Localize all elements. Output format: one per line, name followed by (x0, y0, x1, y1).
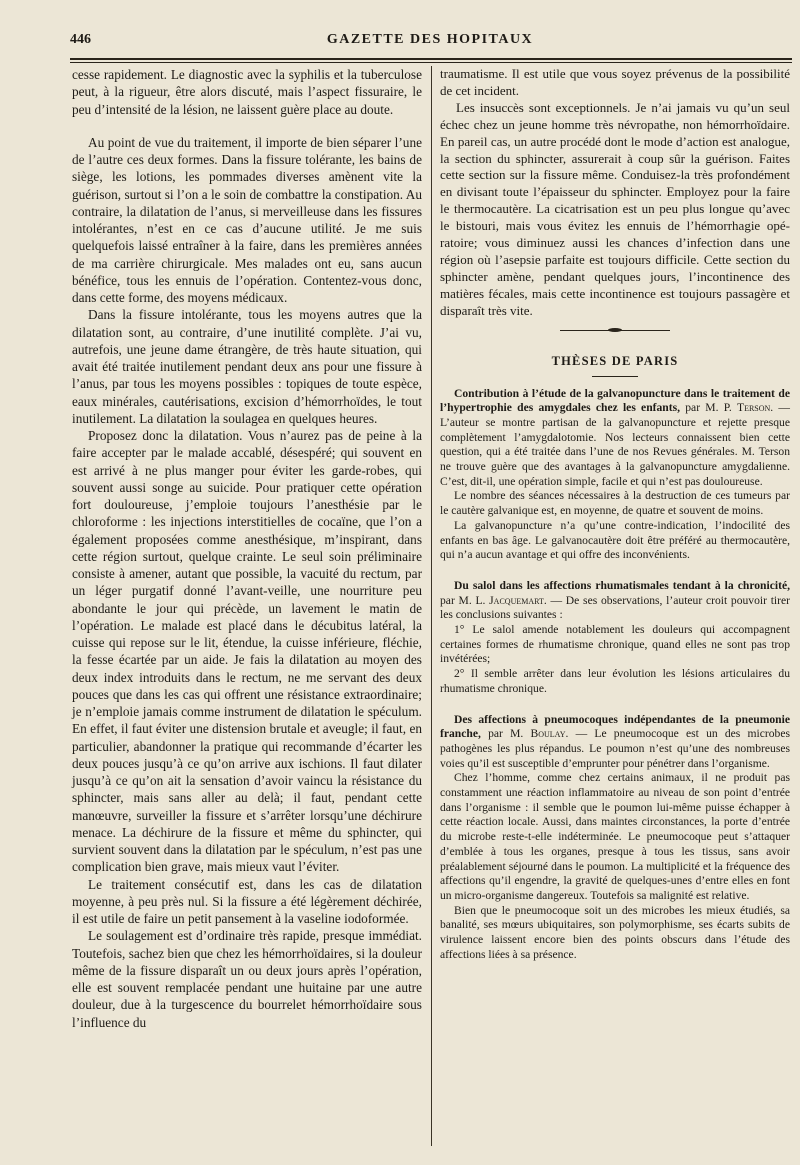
header-rule-thin (70, 62, 792, 63)
paragraph-gap (72, 118, 422, 134)
header-rule (70, 58, 792, 60)
paragraph: Bien que le pneumocoque soit un des microbes les mieux étudiés, sa banalité, ses mœurs ubiquitaires, son polymorphisme, ses écarts subits de virulence laissent encore bien des points obscurs dans l’étude des affections liées à sa présence. (440, 903, 790, 961)
paragraph: Le nombre des séances nécessaires à la destruction de ces tumeurs par le cautère galvanique est, en moyenne, de quatre et souvent de moins. (440, 489, 790, 518)
paragraph: 2° Il semble arrêter dans leur évolution les lésions articulaires du rhumatisme chronique. (440, 667, 790, 695)
paragraph: Les insuccès sont exceptionnels. Je n’ai jamais vu qu’un seul échec chez un jeune homme très névropathe, non hémorrhoïdaire. En pareil cas, un autre procédé dont le mode d’action est analogue, la section du sphincter, assurerait à coup sûr la guérison. Faites cette section sur la fissure même. Conduisez-la très profondément en divisant toute l’épaisseur du sphincter. Employez pour la faire le thermocautère. La cicatrisation est un peu plus longue qu’avec le bistouri, mais vous évitez les ennuis de l’hémorrhagie opératoire; vous diminuez aussi les chances d’infection dans une région où l’asepsie parfaite est toujours difficile. Cette section du sphincter amène, pendant quelques jours, l’incontinence des matières fécales, mais cette incontinence est toujours passagère et disparaît très vite. (440, 99, 790, 318)
thesis-title: Contribution à l’étude de la galvanopuncture dans le traitement de l’hypertrophie des amygdales chez les enfants, (440, 386, 790, 415)
thesis-author: Boulay (530, 727, 566, 741)
thesis-entry (440, 387, 790, 490)
thesis-text: . — Le pneumocoque est un des microbes pathogènes les plus répandus. Le poumon n’est qu’une des nombreuses voies qu’il est susceptible d’emprunter pour pénétrer dans l’organisme. (440, 727, 790, 770)
left-column (72, 66, 422, 1031)
paragraph: cesse rapidement. Le diagnostic avec la syphilis et la tuberculose peut, à la rigueur, être alors discuté, mais l’aspect fissuraire, le peu d’intensité de la lésion, ne laissent guère place au doute. (72, 67, 422, 117)
paragraph: traumatisme. Il est utile que vous soyez prévenus de la possibilité de cet incident. (440, 66, 790, 98)
thesis-by: par M. P. (680, 401, 737, 415)
paragraph: Le soulagement est d’ordinaire très rapide, presque immédiat. Toutefois, sachez bien que chez les hémorrhoïdaires, si la douleur même de la fissure disparaît un ou deux jours après l’opération, elle est souvent remplacée pendant une huitaine par une autre douleur, due à la turgescence du bourrelet hémorrhoïdaire sous l’influence du (72, 928, 422, 1030)
page-header (70, 28, 790, 50)
paragraph: Proposez donc la dilatation. Vous n’aurez pas de peine à la faire accepter par le malade accablé, désespéré; qui souvent en est arrivé à ne plus manger pour éviter les garde-robes, qui souvent aussi songe au suicide. Pour pratiquer cette opération fort douloureuse, j’emploie toujours l’anesthésie par le chloroforme : les injections interstitielles de cocaïne, que l’on a également proposées comme anesthésique, m’inspirant, dans cette région surtout, quelque crainte. Le seul soin préliminaire consiste à amener, autant que possible, la vacuité du rectum, par un léger purgatif donné l’avant-veille, une nourriture peu abondante le jour qui précède, un lavement le matin de l’opération. Le malade est placé dans le décubitus latéral, la cuisse qui repose sur le lit, étendue, la cuisse inférieure, fléchie, la fesse écartée par un aide. Je fais la dilatation au moyen des deux index introduits dans le rectum, ne me servant des deux pouces que dans les cas qui offrent une résistance extraordinaire; je n’emploie jamais comme instrument de dilatation le spéculum. En effet, il faut éviter une distension brutale et aveugle; il faut, en particulier, abandonner la pratique qui recommande d’écarter les deux pouces jusqu’à ce qu’on arrive aux ischions. Il faut dilater jusqu’à ce qu’on ait la sensation d’avoir vaincu la résistance du sphincter, mais sans aller au delà; il faut, pendant cette manœuvre, surveiller la fissure et s’arrêter lorsqu’une déchirure menace. La déchirure de la fissure et même du sphincter, qui survient souvent dans la dilatation par le spéculum, n’est pas une complication bien grave, mais mieux vaut l’éviter. (72, 428, 422, 875)
section-divider (560, 330, 670, 331)
page-number: 446 (70, 32, 91, 47)
section-title-rule (592, 376, 638, 377)
journal-title: GAZETTE DES HOPITAUX (326, 32, 534, 47)
thesis-title: Du salol dans les affections rhumatismales tendant à la chronicité, (454, 578, 790, 592)
thesis-by: par M. L. (440, 593, 490, 607)
entry-gap (440, 697, 790, 713)
paragraph: Chez l’homme, comme chez certains animaux, il ne produit pas constamment une réaction inflammatoire au niveau de son point d’entrée dans l’organisme : il semble que le poumon lui-même puisse échapper à cette réaction locale. Aussi, dans maintes circonstances, la porte d’entrée du microbe reste-t-elle indéterminée. Le pneumocoque peut s’attaquer d’emblée à tous les organes, presque à tous les tissus, sans avoir préalablement séjourné dans le poumon. La multiplicité et la fréquence des affections qu’il engendre, la gravité de quelques-unes d’entre elles en font un micro-organisme dangereux. Toutefois sa malignité est relative. (440, 771, 790, 902)
paragraph: Au point de vue du traitement, il importe de bien séparer l’une de l’autre ces deux formes. Dans la fissure tolérante, les bains de siège, les lotions, les pommades diverses amènent vite la guérison, surtout si l’on a le soin de combattre la constipation. Au contraire, la dilatation de l’anus, si merveilleuse dans les fissures intolérantes, n’est en ce cas d’aucune utilité. Je me suis quelquefois laissé entraîner à la faire, dans les premières années de ma carrière chirurgicale. Mes malades ont eu, sans aucun bénéfice, tous les ennuis de l’opération. Contentez-vous donc, dans cette forme, des moyens médicaux. (72, 134, 422, 305)
column-divider (431, 66, 432, 1146)
thesis-by: par M. (480, 727, 531, 741)
thesis-title: Des affections à pneumocoques indépendantes de la pneumonie franche, (440, 712, 790, 741)
thesis-author: Terson (736, 401, 771, 415)
paragraph: Le traitement consécutif est, dans les cas de dilatation moyenne, à peu près nul. Si la fissure a été légèrement déchirée, il est utile de faire un petit pansement à la vaseline iodoformée. (72, 876, 422, 926)
paragraph: La galvanopuncture n’a qu’une contre-indication, l’indocilité des enfants en bas âge. Le galvanocautère doit être préféré au thermocautère, qui n’a aucun avantage et qui offre des inconvénients. (440, 518, 790, 562)
thesis-text: . — De ses observations, l’auteur croit pouvoir tirer les conclusions suivantes : (440, 593, 791, 622)
entry-gap (440, 563, 790, 579)
thesis-author: Jacquemart (489, 593, 544, 607)
paragraph: Dans la fissure intolérante, tous les moyens autres que la dilatation sont, au contraire, d’une inutilité complète. J’ai vu, autrefois, une jeune dame étrangère, de très haute situation, qui avait été traitée inutilement pendant deux ans pour une fissure à l’anus, par tous les moyens possibles : topiques de toute espèce, eaux minérales, cautérisations, excision d’hémorrhoïdes, le tout inutilement. La dilatation la soulagea en quelques heures. (72, 307, 422, 426)
paragraph: 1° Le salol amende notablement les douleurs qui accompagnent certaines formes de rhumatisme chronique, quand elles ne sont pas trop invétérées; (440, 623, 790, 666)
right-column (440, 66, 790, 963)
thesis-text: . — L’auteur se montre partisan de la galvanopuncture et rejette presque complètement l’amygdalotomie. Nos lecteurs connaissent bien cette question, qui a été traitée dans l’une de nos Revues générales. M. Terson ne trouve guère que des avantages à la galvanopuncture amygdalienne. C’est, dit-il, une opération simple, facile et qui n’est pas douloureuse. (440, 401, 791, 488)
section-title: THÈSES DE PARIS (551, 353, 679, 368)
thesis-entry (440, 579, 790, 623)
theses-list (440, 387, 790, 963)
thesis-entry (440, 713, 790, 772)
